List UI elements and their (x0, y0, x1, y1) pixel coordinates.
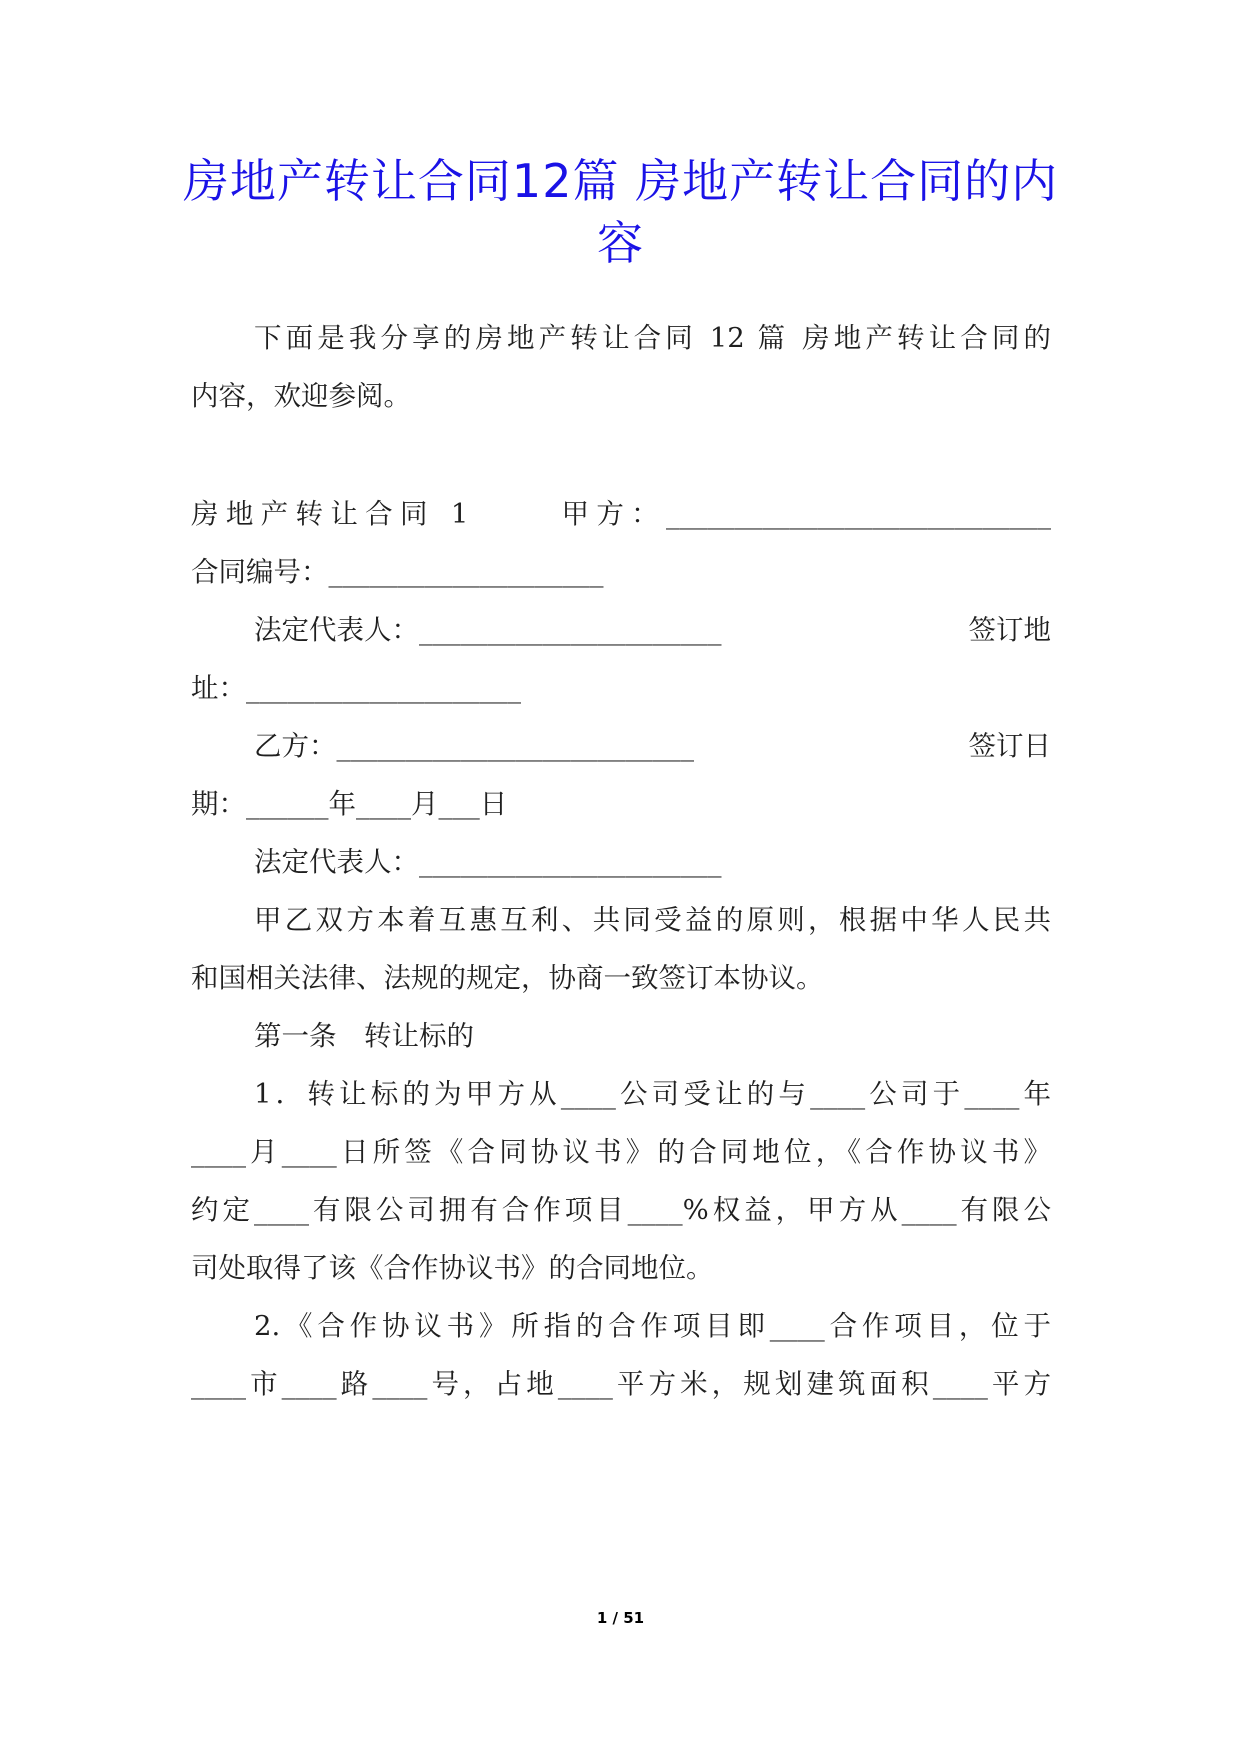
legal-rep-b-line: 法定代表人：______________________ (254, 846, 722, 878)
party-b-line (254, 726, 1051, 766)
clause-2-line-1: 2.《合作协议书》所指的合作项目即____合作项目，位于 (254, 1310, 1051, 1342)
clause-1-line-4: 司处取得了该《合作协议书》的合同地位。 (191, 1252, 714, 1284)
intro-line-1: 下面是我分享的房地产转让合同 12 篇 房地产转让合同的 (254, 322, 1051, 354)
title-line-1: 房地产转让合同12篇 房地产转让合同的内 (182, 154, 1059, 208)
clause-1-line-3: 约定____有限公司拥有合作项目____%权益，甲方从____有限公 (191, 1194, 1051, 1226)
page-indicator: 1 / 51 (596, 1609, 645, 1627)
signing-date-line: 期：______年____月___日 (191, 788, 508, 820)
title-line-2: 容 (597, 216, 644, 270)
intro-line-2: 内容，欢迎参阅。 (191, 380, 411, 412)
signing-date-label: 签订日 (968, 730, 1051, 762)
signing-place-label: 签订地 (968, 614, 1051, 646)
party-b-field: 乙方：__________________________ (254, 730, 694, 762)
clause-1-line-1: 1．转让标的为甲方从____公司受让的与____公司于____年 (254, 1078, 1051, 1110)
preamble-line-2: 和国相关法律、法规的规定，协商一致签订本协议。 (191, 962, 824, 994)
contract-heading-line: 房地产转让合同 1 甲方：____________________________ (191, 498, 1051, 530)
clause-2-line-2: ____市____路____号，占地____平方米，规划建筑面积____平方 (191, 1368, 1051, 1400)
preamble-line-1: 甲乙双方本着互惠互利、共同受益的原则，根据中华人民共 (254, 904, 1051, 936)
contract-number-line: 合同编号：____________________ (191, 556, 604, 588)
legal-rep-a-field: 法定代表人：______________________ (254, 614, 722, 646)
legal-rep-a-line (254, 610, 1051, 650)
signing-place-line: 址：____________________ (191, 672, 521, 704)
document-title (160, 150, 1081, 274)
article-1-heading: 第一条 转让标的 (254, 1020, 474, 1052)
clause-1-line-2: ____月____日所签《合同协议书》的合同地位，《合作协议书》 (191, 1136, 1051, 1168)
